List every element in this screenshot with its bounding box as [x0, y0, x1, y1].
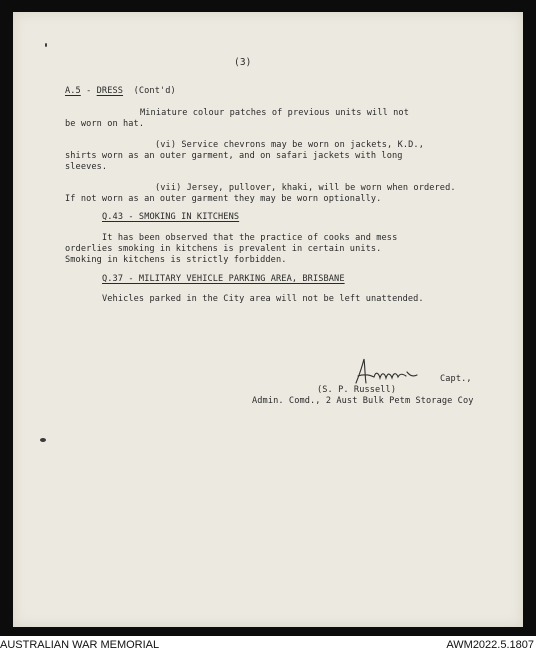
paragraph-line: orderlies smoking in kitchens is prevalent in certain units. [65, 244, 382, 254]
footer-accession-number: AWM2022.5.1807 [446, 639, 534, 651]
document-text [13, 12, 523, 627]
section-a5-sep: - [80, 86, 97, 96]
paragraph-line: It has been observed that the practice of cooks and mess [102, 233, 398, 243]
paragraph-line: shirts worn as an outer garment, and on safari jackets with long [65, 151, 403, 161]
paragraph-line: If not worn as an outer garment they may be worn optionally. [65, 194, 382, 204]
paragraph-line: Vehicles parked in the City area will not be left unattended. [102, 294, 424, 304]
section-q43-heading: Q.43 - SMOKING IN KITCHENS [102, 212, 240, 222]
signature [350, 355, 430, 389]
signatory-appointment: Admin. Comd., 2 Aust Bulk Petm Storage Coy [252, 396, 474, 406]
section-q37-heading: Q.37 - MILITARY VEHICLE PARKING AREA, BRISBANE [102, 274, 345, 284]
section-a5-suffix: (Cont'd) [133, 86, 176, 96]
paragraph-line: Miniature colour patches of previous units will not [140, 108, 409, 118]
section-a5-title: DRESS [96, 86, 124, 96]
paragraph-line: (vii) Jersey, pullover, khaki, will be worn when ordered. [155, 183, 456, 193]
footer-institution: AUSTRALIAN WAR MEMORIAL [0, 639, 160, 651]
paragraph-line: Smoking in kitchens is strictly forbidden. [65, 255, 287, 265]
paragraph-line: (vi) Service chevrons may be worn on jackets, K.D., [155, 140, 424, 150]
paragraph-line: sleeves. [65, 162, 108, 172]
section-a5-code: A.5 [65, 86, 81, 96]
ink-blot [40, 438, 46, 442]
paragraph-line: be worn on hat. [65, 119, 145, 129]
signatory-name: (S. P. Russell) [317, 385, 397, 395]
page-number: (3) [234, 57, 252, 68]
section-a5-heading [65, 86, 176, 97]
ink-blot [45, 43, 47, 47]
signature-rank: Capt., [440, 374, 472, 384]
document-page [13, 12, 523, 627]
